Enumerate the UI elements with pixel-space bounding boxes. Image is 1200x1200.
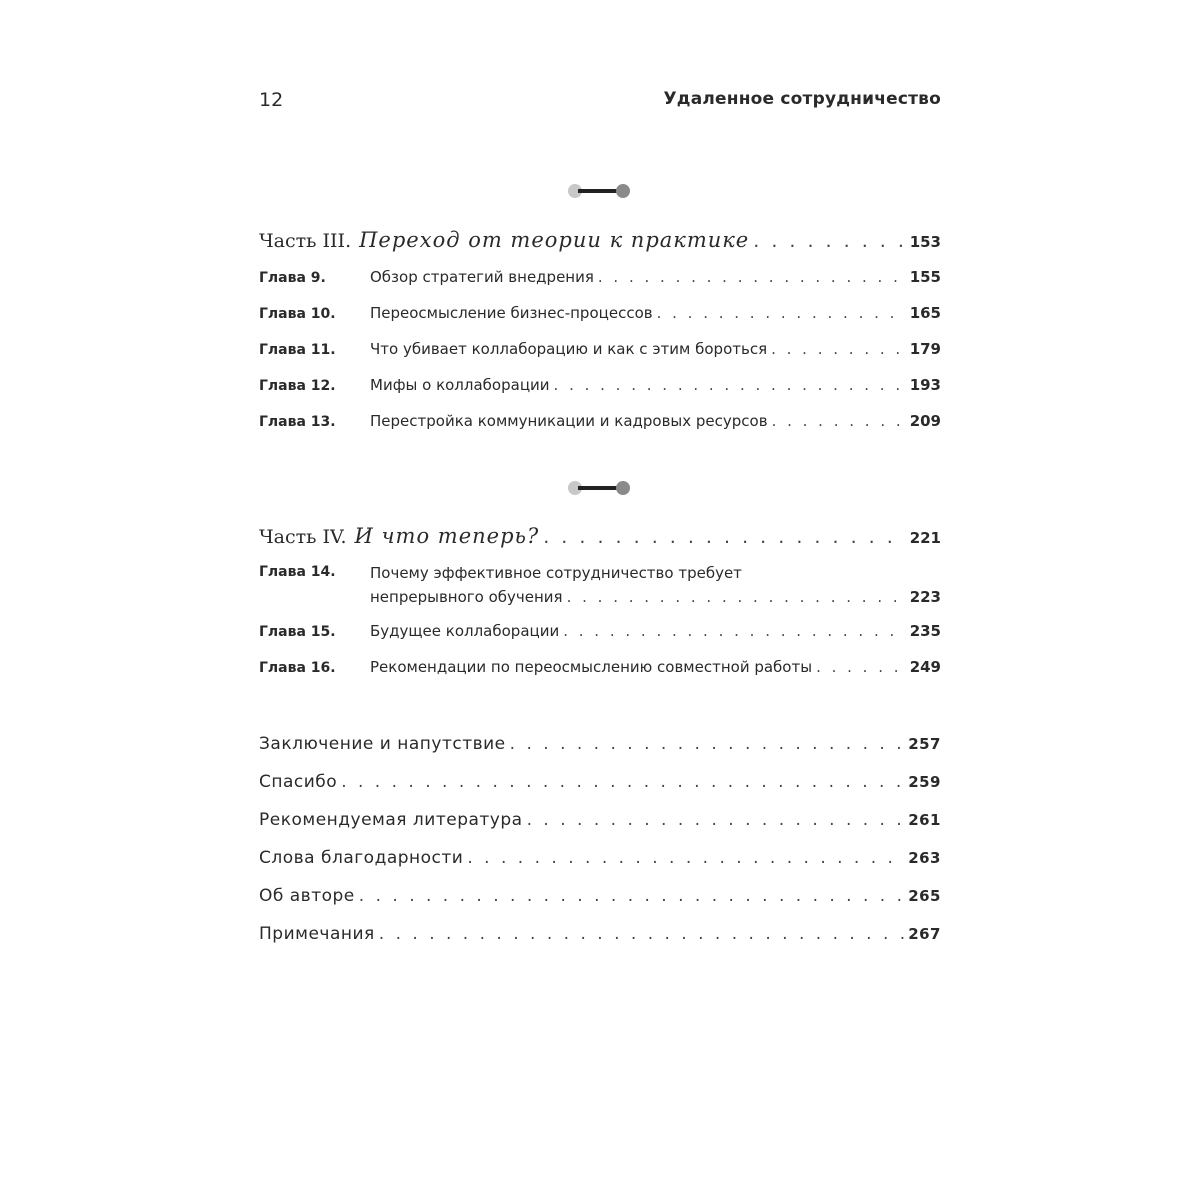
toc-chapter-11[interactable]: Глава 11. Что убивает коллаборацию и как с этим бороться . . . 179 — [259, 340, 941, 358]
section-separator-ornament — [568, 184, 630, 198]
toc-back-matter-item[interactable]: Заключение и напутствие . . . 257 — [259, 734, 941, 754]
part-label: Часть IV. — [259, 526, 347, 548]
toc-chapter-9[interactable]: Глава 9. Обзор стратегий внедрения . . . 155 — [259, 268, 941, 286]
chapter-title: Мифы о коллаборации — [370, 376, 550, 394]
toc-back-matter-item[interactable]: Примечания . . . 267 — [259, 924, 941, 944]
part-title: Переход от теории к практике — [359, 228, 750, 252]
toc-chapter-12[interactable]: Глава 12. Мифы о коллаборации . . . 193 — [259, 376, 941, 394]
toc-chapter-16[interactable]: Глава 16. Рекомендации по переосмыслению совместной работы . . . 249 — [259, 658, 941, 676]
toc-chapter-14[interactable]: Глава 14. непрерывного обучения . . . 223 — [259, 564, 941, 606]
page-number: 12 — [259, 89, 284, 111]
running-header-title: Удаленное сотрудничество — [663, 89, 941, 109]
toc-chapter-10[interactable]: Глава 10. Переосмысление бизнес-процессов . . . 165 — [259, 304, 941, 322]
toc-back-matter-item[interactable]: Об авторе . . . 265 — [259, 886, 941, 906]
chapter-title: Что убивает коллаборацию и как с этим бороться — [370, 340, 768, 358]
part-label: Часть III. — [259, 230, 352, 252]
section-separator-ornament — [568, 481, 630, 495]
chapter-title: Переосмысление бизнес-процессов — [370, 304, 653, 322]
chapter-title: непрерывного обучения — [370, 588, 563, 606]
chapter-title: Будущее коллаборации — [370, 622, 560, 640]
toc-back-matter-item[interactable]: Слова благодарности . . . 263 — [259, 848, 941, 868]
chapter-title: Обзор стратегий внедрения — [370, 268, 594, 286]
chapter-title-line1[interactable]: Почему эффективное сотрудничество требует — [370, 564, 742, 582]
toc-chapter-15[interactable]: Глава 15. Будущее коллаборации . . . 235 — [259, 622, 941, 640]
toc-back-matter-item[interactable]: Спасибо . . . 259 — [259, 772, 941, 792]
toc-part-3[interactable] — [259, 228, 941, 252]
toc-back-matter-item[interactable]: Рекомендуемая литература . . . 261 — [259, 810, 941, 830]
chapter-title: Рекомендации по переосмыслению совместной работы — [370, 658, 813, 676]
toc-part-4[interactable] — [259, 524, 941, 548]
toc-chapter-13[interactable]: Глава 13. Перестройка коммуникации и кадровых ресурсов . . . 209 — [259, 412, 941, 430]
chapter-title: Перестройка коммуникации и кадровых ресурсов — [370, 412, 768, 430]
part-page: 153 — [909, 233, 941, 251]
part-title: И что теперь? — [354, 524, 540, 548]
part-page: 221 — [909, 529, 941, 547]
